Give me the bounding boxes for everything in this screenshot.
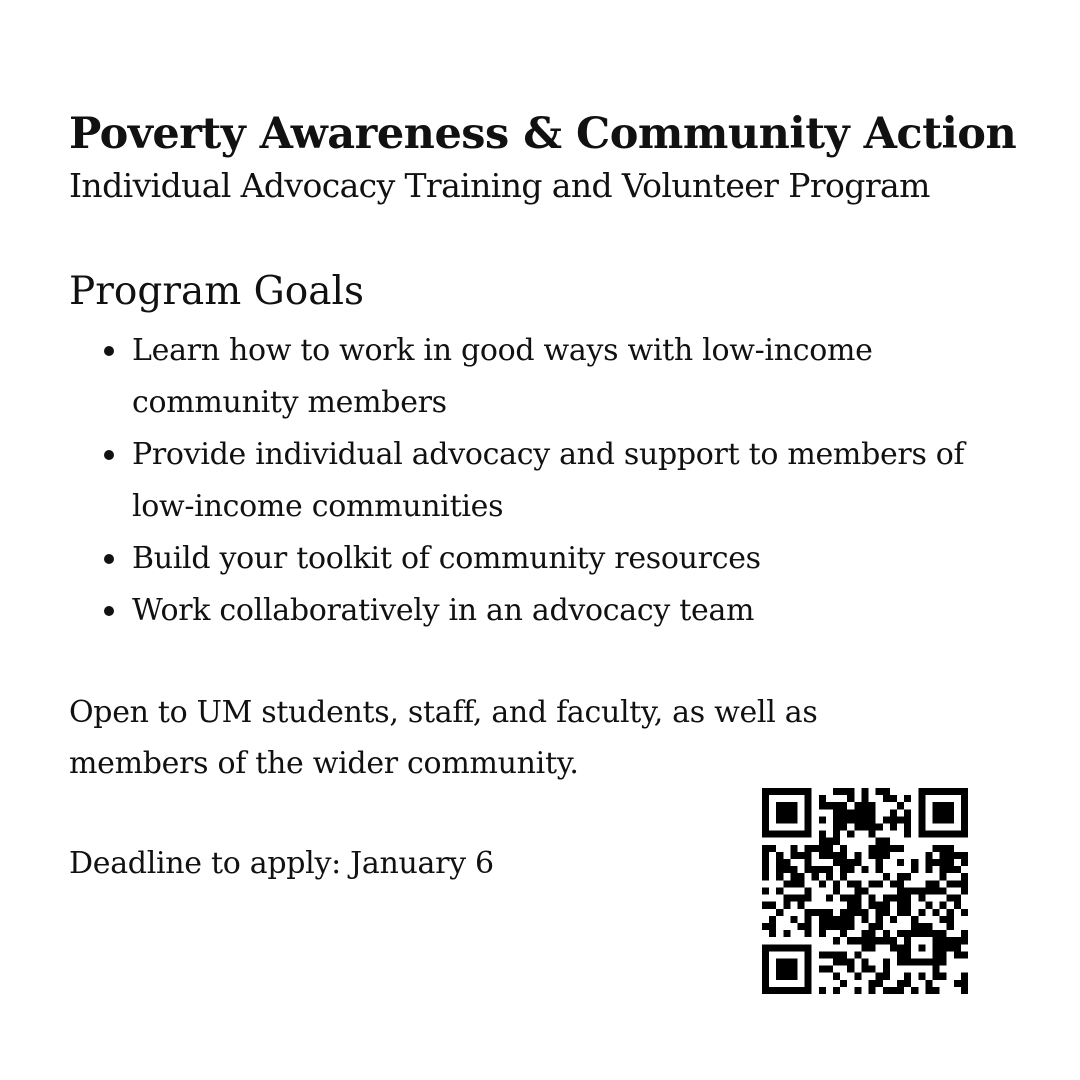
goal-text: Work collaboratively in an advocacy team [132,593,755,628]
goals-list [132,325,1032,637]
goal-item [132,585,1032,637]
goal-text: Build your toolkit of community resources [132,541,761,576]
bullet-icon [104,554,114,564]
qr-code-icon[interactable] [762,788,968,994]
bullet-icon [104,450,114,460]
eligibility-text: Open to UM students, staff, and faculty, as well as members of the wider community. [69,695,818,781]
deadline-text: Deadline to apply: January 6 [69,846,494,881]
program-subtitle: Individual Advocacy Training and Volunteer Program [69,166,930,205]
page-title: Poverty Awareness & Community Action [69,109,1017,159]
goal-text: Learn how to work in good ways with low-income community members [132,333,873,420]
goal-text: Provide individual advocacy and support to members of low-income communities [132,437,965,524]
goal-item [132,325,1032,429]
goals-heading: Program Goals [69,269,364,314]
goal-item [132,429,1032,533]
goal-item [132,533,1032,585]
bullet-icon [104,346,114,356]
bullet-icon [104,606,114,616]
